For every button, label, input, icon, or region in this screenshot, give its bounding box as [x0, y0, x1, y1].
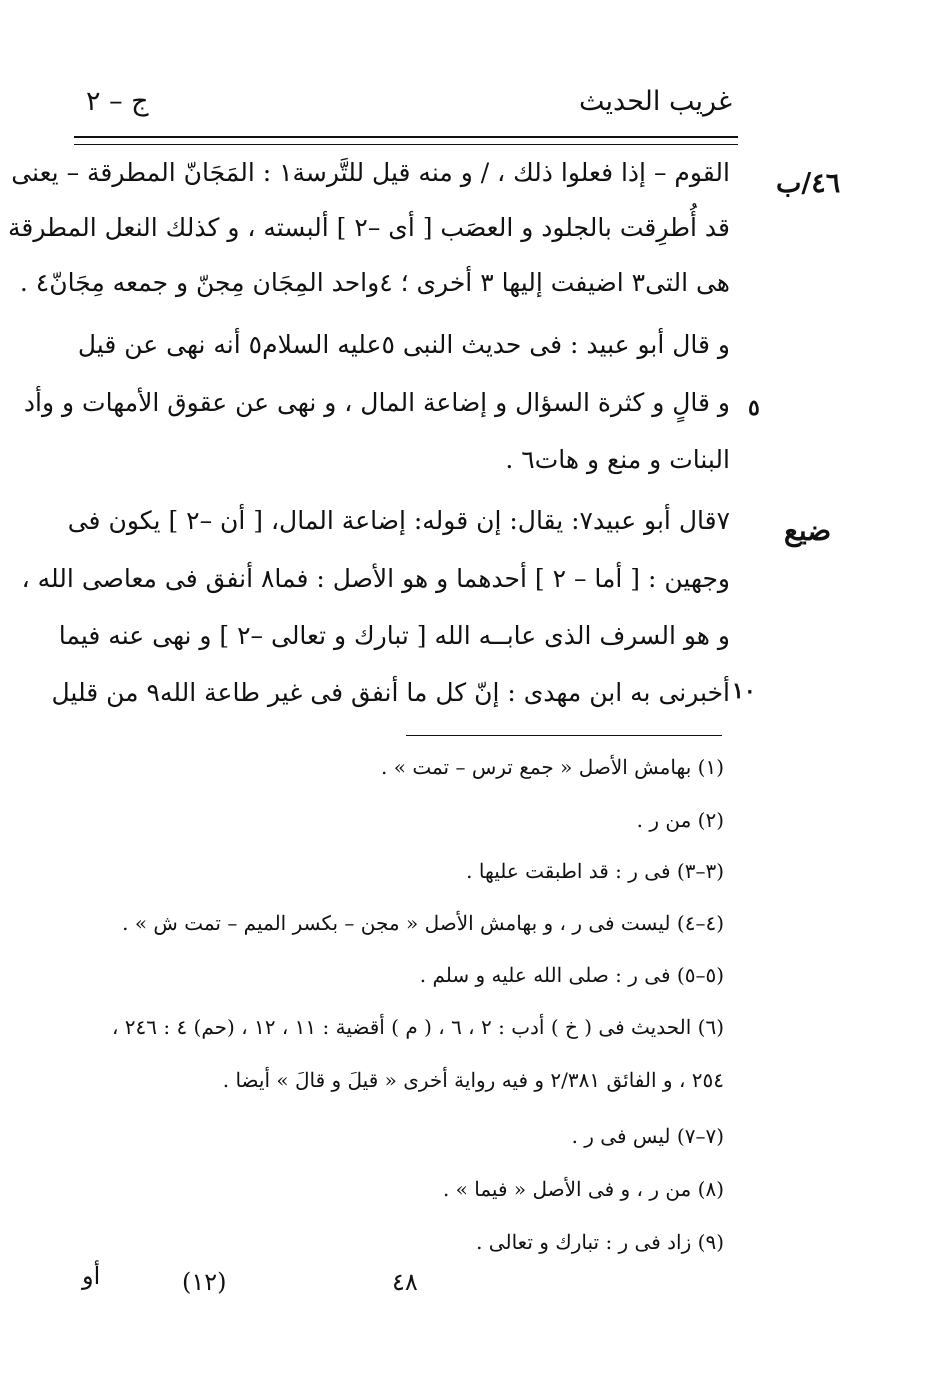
volume-label: ج – ٢ — [86, 86, 149, 117]
footnote-5: (٥–٥) فى ر : صلى الله عليه و سلم . — [419, 963, 724, 987]
footnote-9: (٩) زاد فى ر : تبارك و تعالى . — [476, 1230, 724, 1254]
body-line-4: و قال أبو عبيد : فى حديث النبى ٥عليه السلام٥ أنه نهى عن قيل — [77, 330, 730, 359]
running-title: غريب الحديث — [579, 86, 732, 117]
page-number: ٤٨ — [392, 1268, 418, 1296]
footnote-7: (٧–٧) ليس فى ر . — [571, 1124, 724, 1148]
signature-mark: (١٢) — [182, 1268, 227, 1296]
folio-marker: ٤٦/ب — [776, 168, 841, 199]
body-line-6: البنات و منع و هات٦ . — [505, 445, 730, 474]
footnote-6: (٦) الحديث فى ( خ ) أدب : ٢ ، ٦ ، ( م ) أقضية : ١١ ، ١٢ ، (حم) ٤ : ٢٤٦ ، — [111, 1015, 724, 1039]
body-line-5: و قالٍ و كثرة السؤال و إضاعة المال ، و نهى عن عقوق الأمهات و وأد — [23, 388, 730, 417]
body-line-2: قد أُطرِقت بالجلود و العصَب [ أى –٢ ] ألبسته ، و كذلك النعل المطرقة — [8, 213, 730, 242]
body-line-8: وجهين : [ أما – ٢ ] أحدهما و هو الأصل : فما٨ أنفق فى معاصى الله ، — [21, 564, 730, 593]
catchword: أو — [82, 1262, 101, 1290]
body-line-10: أخبرنى به ابن مهدى : إنّ كل ما أنفق فى غير طاعة الله٩ من قليل — [51, 678, 730, 707]
keyword-margin-note: ضيع — [784, 514, 832, 547]
body-line-9: و هو السرف الذى عابــه الله [ تبارك و تعالى –٢ ] و نهى عنه فيما — [58, 621, 730, 650]
header-rule — [74, 136, 738, 145]
body-line-3: هى التى٣ اضيفت إليها ٣ أخرى ؛ ٤واحد المِجَان مِجنّ و جمعه مِجَانّ٤ . — [19, 268, 730, 297]
footnote-8: (٨) من ر ، و فى الأصل « فيما » . — [442, 1177, 724, 1201]
footnote-rule — [406, 735, 722, 736]
line-number-10: ١٠ — [732, 678, 756, 704]
footnote-4: (٤–٤) ليست فى ر ، و بهامش الأصل « مجن – بكسر الميم – تمت ش » . — [122, 911, 724, 935]
footnote-1: (١) بهامش الأصل « جمع ترس – تمت » . — [381, 755, 724, 779]
footnote-3: (٣–٣) فى ر : قد اطبقت عليها . — [466, 859, 724, 883]
body-line-1: القوم – إذا فعلوا ذلك ، / و منه قيل للتَّرسة١ : المَجَانّ المطرقة – يعنى — [11, 158, 730, 187]
body-line-7: ٧قال أبو عبيد٧: يقال: إن قوله: إضاعة المال، [ أن –٢ ] يكون فى — [67, 506, 730, 535]
line-number-5: ٥ — [748, 395, 760, 421]
footnote-6-continued: ٢٥٤ ، و الفائق ٢/٣٨١ و فيه رواية أخرى « قيلَ و قالَ » أيضا . — [222, 1068, 724, 1092]
footnote-2: (٢) من ر . — [636, 808, 724, 832]
